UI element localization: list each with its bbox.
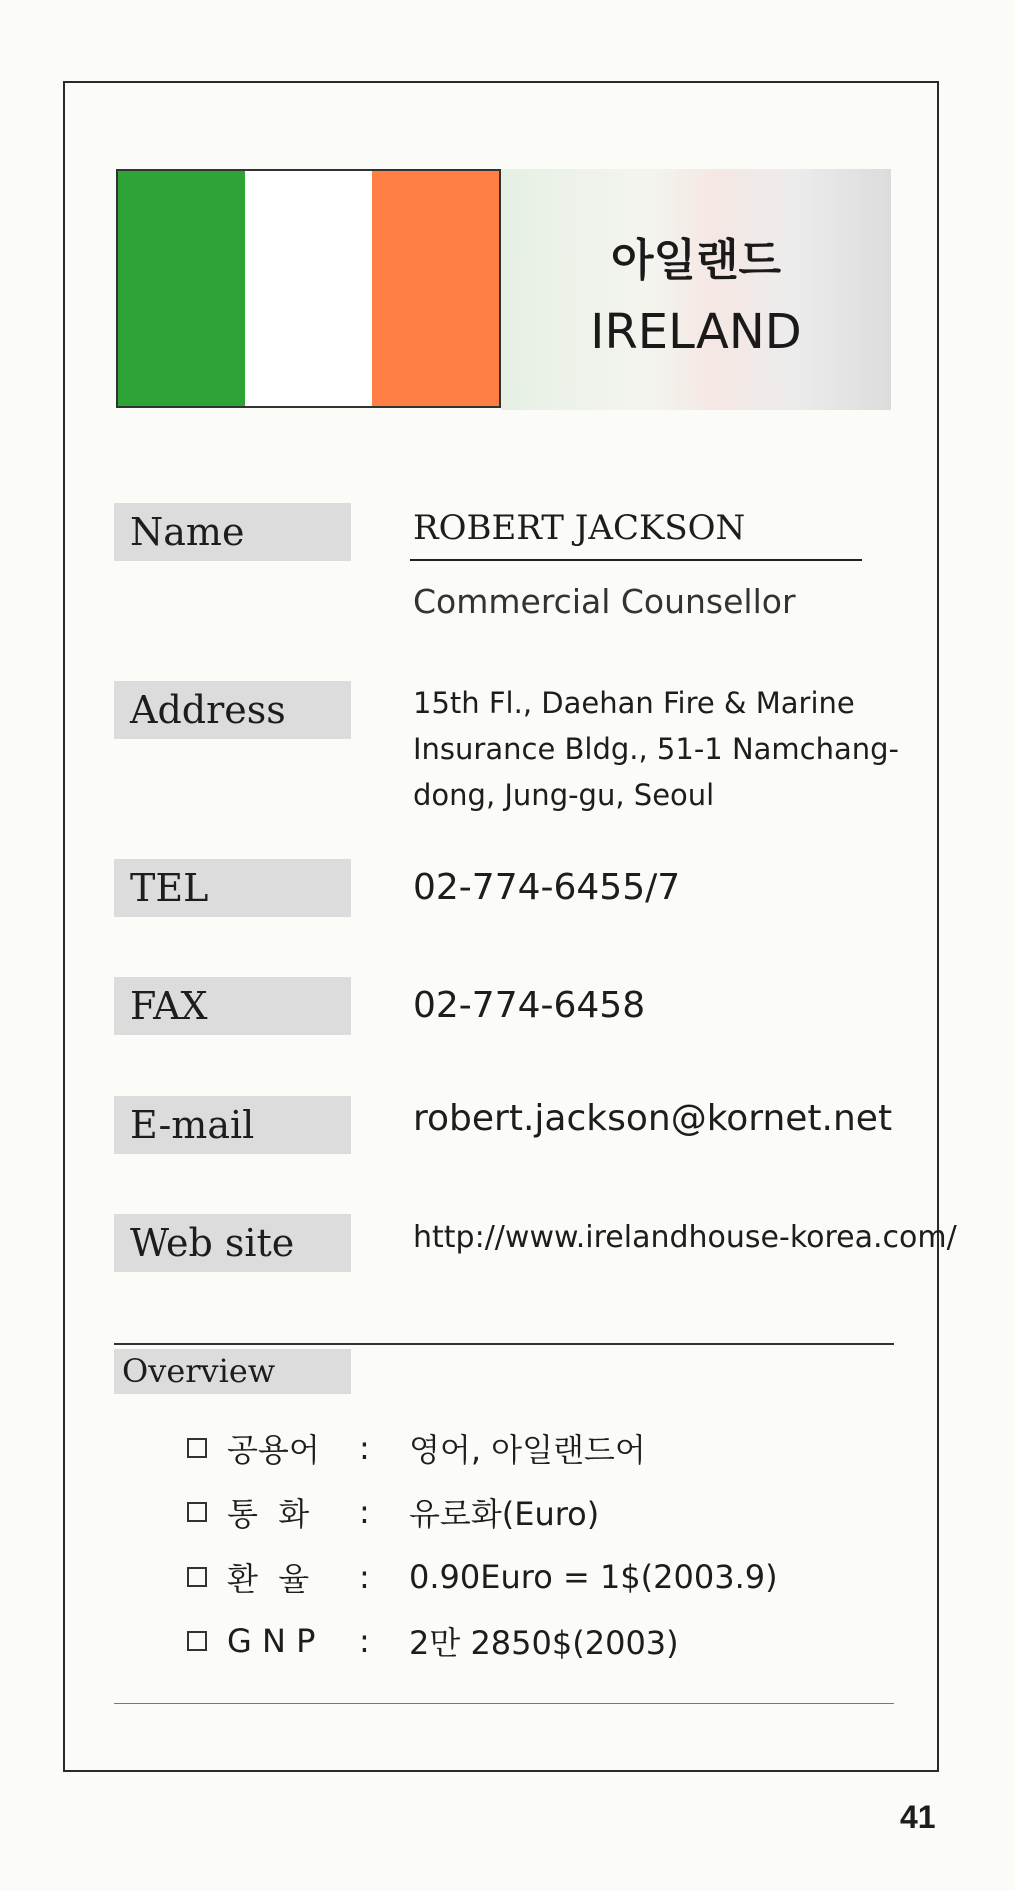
contact-fax: 02-774-6458 xyxy=(413,985,646,1026)
overview-colon: : xyxy=(359,1429,370,1467)
country-name-panel xyxy=(501,169,891,410)
overview-value: 유로화(Euro) xyxy=(409,1495,600,1533)
checkbox-square-icon xyxy=(187,1502,207,1522)
overview-item xyxy=(187,1423,646,1473)
flag-stripe-white xyxy=(245,171,372,406)
overview-key: 공용어 xyxy=(227,1431,320,1469)
country-name-english: IRELAND xyxy=(590,304,802,360)
contact-email[interactable]: robert.jackson@kornet.net xyxy=(413,1098,893,1139)
checkbox-square-icon xyxy=(187,1631,207,1651)
fax-label: FAX xyxy=(114,977,351,1035)
country-banner xyxy=(116,169,891,410)
overview-item xyxy=(187,1552,778,1602)
name-label: Name xyxy=(114,503,351,561)
contact-name: ROBERT JACKSON xyxy=(413,508,746,548)
overview-label: Overview xyxy=(114,1349,351,1394)
website-label: Web site xyxy=(114,1214,351,1272)
overview-colon: : xyxy=(359,1558,370,1596)
overview-bottom-rule xyxy=(114,1703,894,1704)
overview-colon: : xyxy=(359,1622,370,1660)
tel-label: TEL xyxy=(114,859,351,917)
overview-key: 환 율 xyxy=(227,1560,310,1598)
overview-value: 영어, 아일랜드어 xyxy=(409,1431,646,1469)
checkbox-square-icon xyxy=(187,1438,207,1458)
name-underline xyxy=(410,559,862,561)
flag-stripe-orange xyxy=(372,171,499,406)
overview-value: 0.90Euro = 1$(2003.9) xyxy=(409,1558,778,1596)
overview-key: G N P xyxy=(227,1622,316,1660)
overview-value: 2만 2850$(2003) xyxy=(409,1624,679,1662)
contact-title: Commercial Counsellor xyxy=(413,582,796,621)
contact-tel: 02-774-6455/7 xyxy=(413,867,681,908)
overview-item xyxy=(187,1487,599,1537)
address-label: Address xyxy=(114,681,351,739)
overview-top-rule xyxy=(114,1343,894,1345)
email-label: E-mail xyxy=(114,1096,351,1154)
contact-address: 15th Fl., Daehan Fire & Marine Insurance Bldg., 51-1 Namchang-dong, Jung-gu, Seoul xyxy=(413,686,900,812)
ireland-flag-icon xyxy=(116,169,501,408)
country-name-korean: 아일랜드 xyxy=(610,235,781,286)
overview-colon: : xyxy=(359,1493,370,1531)
page-number: 41 xyxy=(900,1799,936,1835)
overview-key: 통 화 xyxy=(227,1495,310,1533)
checkbox-square-icon xyxy=(187,1567,207,1587)
contact-website[interactable]: http://www.irelandhouse-korea.com/ xyxy=(413,1220,957,1255)
flag-stripe-green xyxy=(118,171,245,406)
overview-item xyxy=(187,1616,679,1666)
